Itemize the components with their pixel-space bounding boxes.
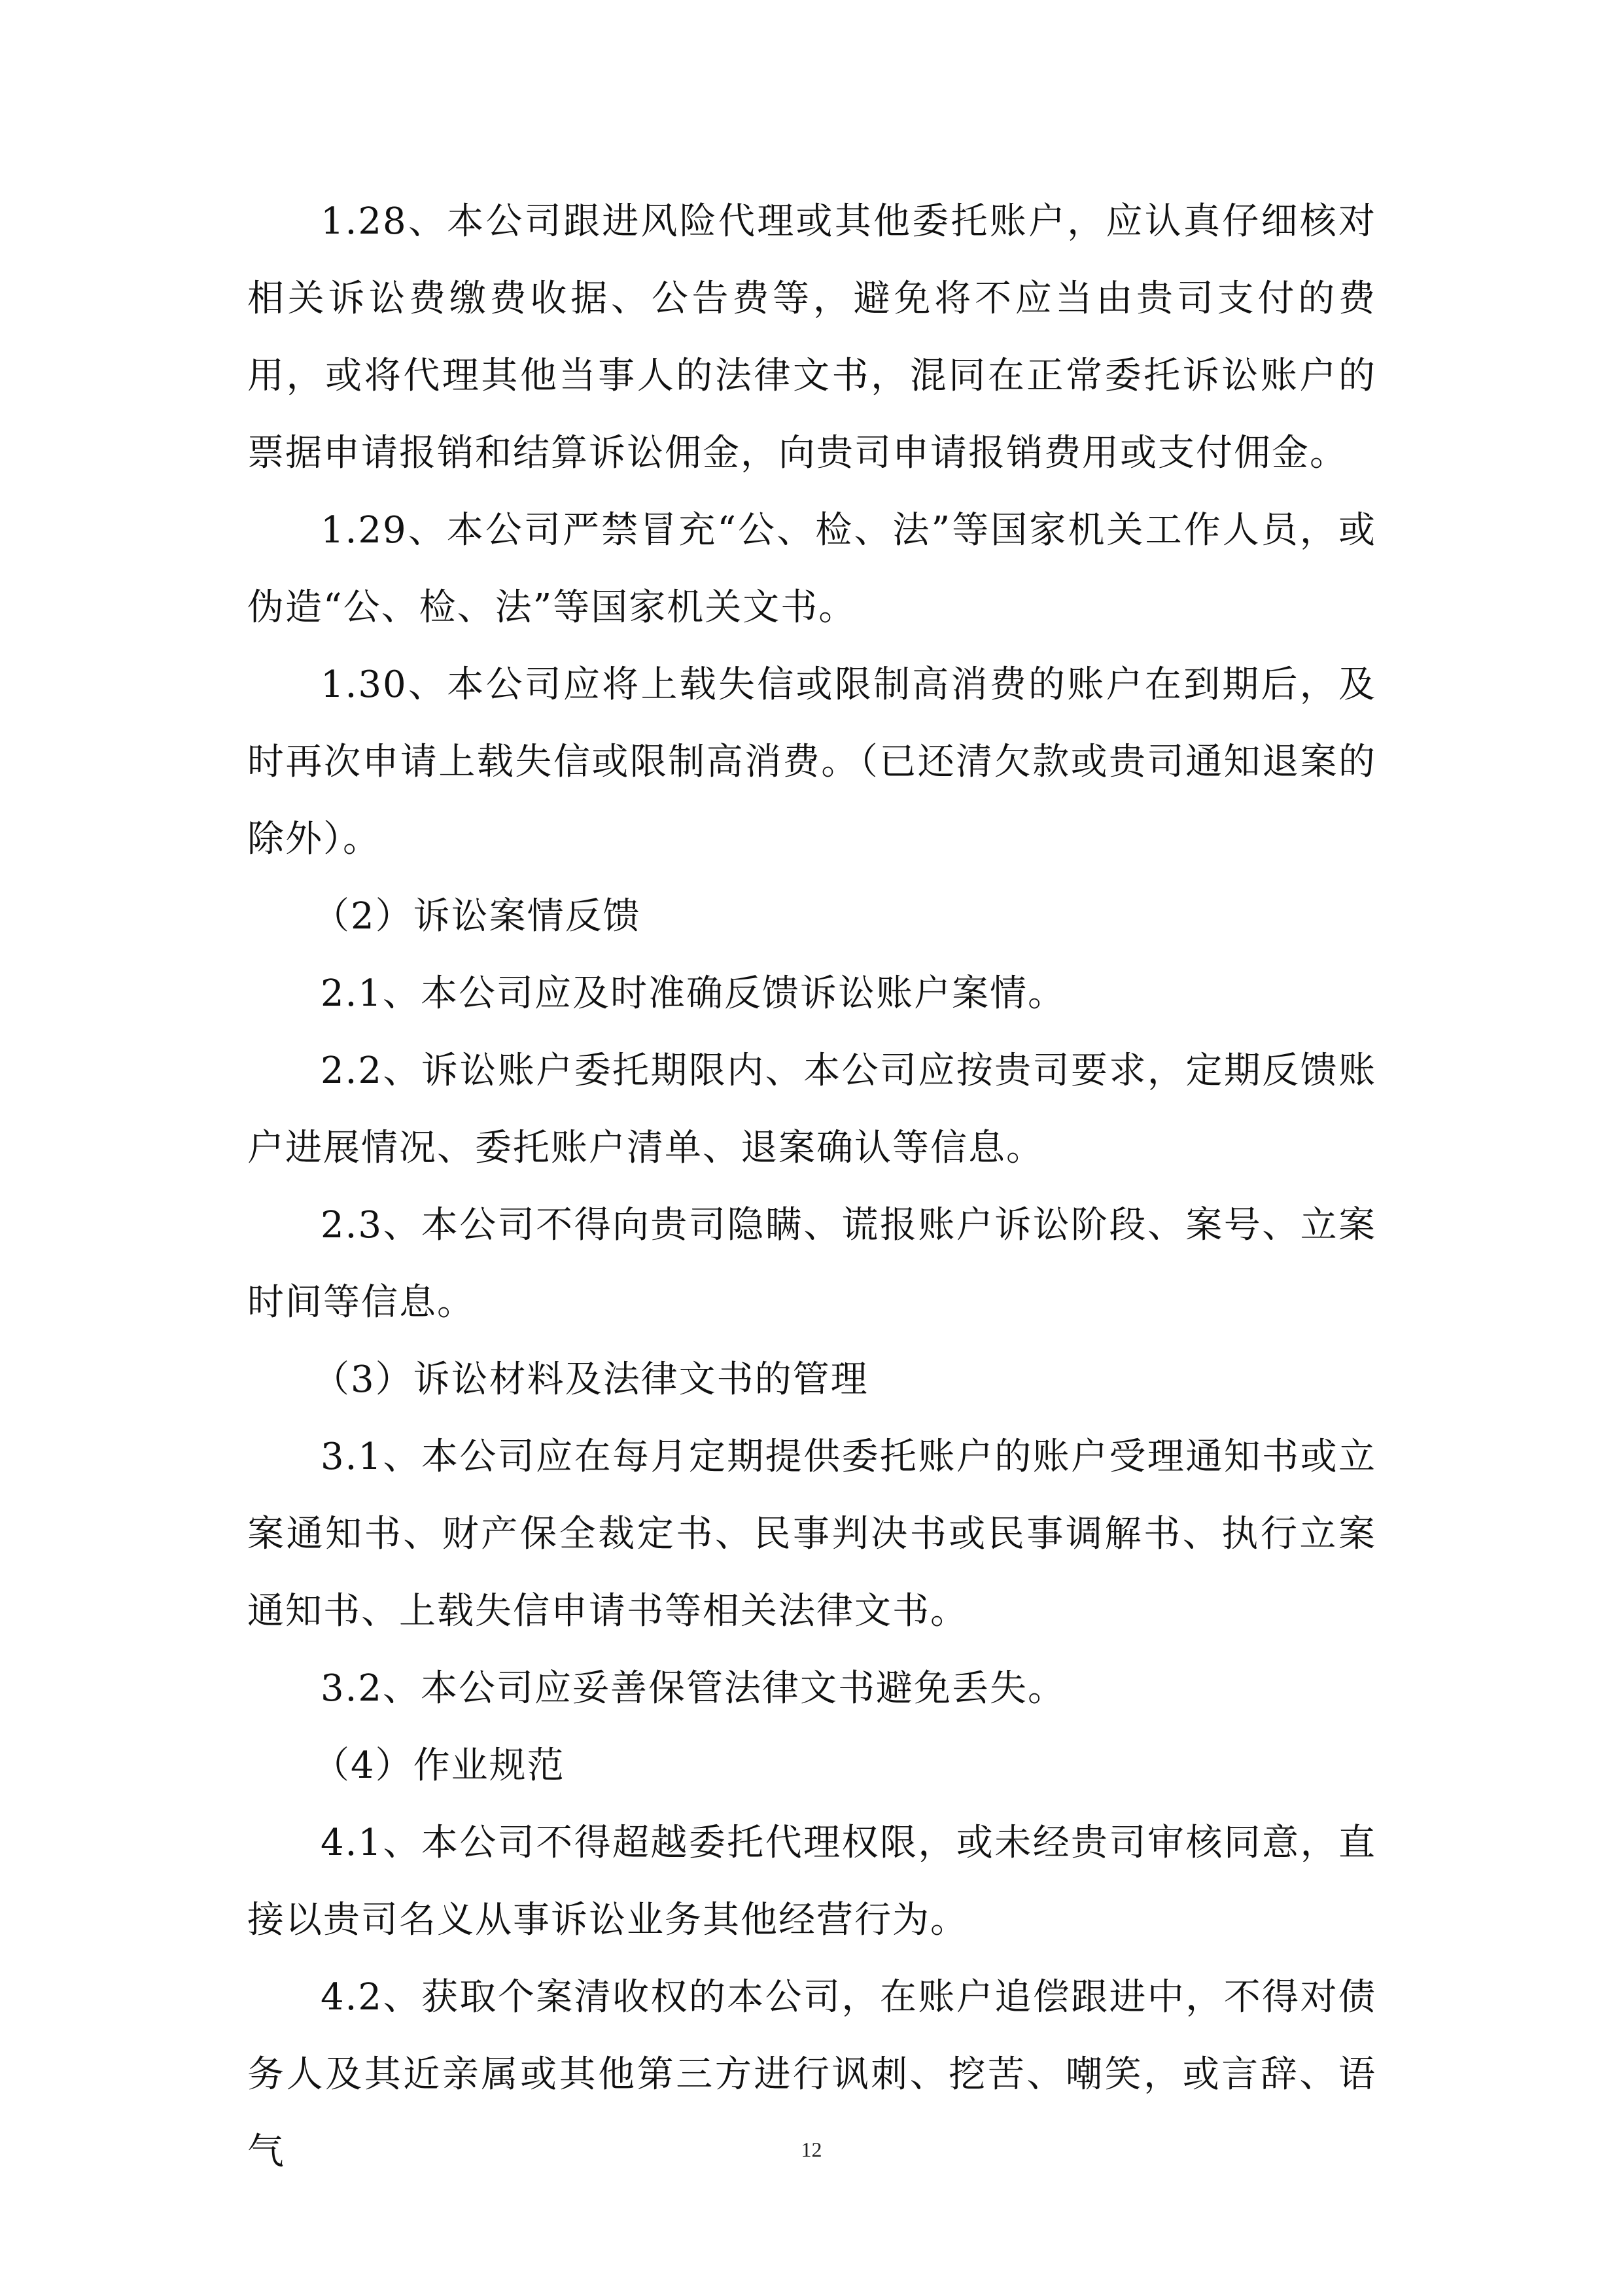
paragraph-2-1: 2.1、本公司应及时准确反馈诉讼账户案情。 xyxy=(321,972,1066,1015)
paragraph-1-29: 1.29、本公司严禁冒充“公、检、法”等国家机关工作人员，或伪造“公、检、法”等国家机关文书。 xyxy=(247,509,1376,629)
section-heading-4: （4）作业规范 xyxy=(313,1744,565,1787)
section-heading-3: （3）诉讼材料及法律文书的管理 xyxy=(313,1358,869,1401)
paragraph-4-2: 4.2、获取个案清收权的本公司，在账户追偿跟进中，不得对债务人及其近亲属或其他第三方进行讽刺、挖苦、嘲笑，或言辞、语气 xyxy=(247,1976,1376,2173)
paragraph-2-3: 2.3、本公司不得向贵司隐瞒、谎报账户诉讼阶段、案号、立案时间等信息。 xyxy=(247,1204,1376,1324)
paragraph-2-2: 2.2、诉讼账户委托期限内、本公司应按贵司要求，定期反馈账户进展情况、委托账户清单、退案确认等信息。 xyxy=(247,1050,1376,1169)
page-number: 12 xyxy=(801,2138,822,2161)
paragraph-3-2: 3.2、本公司应妥善保管法律文书避免丢失。 xyxy=(321,1667,1066,1710)
section-heading-2: （2）诉讼案情反馈 xyxy=(313,895,641,938)
paragraph-1-30: 1.30、本公司应将上载失信或限制高消费的账户在到期后，及时再次申请上载失信或限制高消费。（已还清欠款或贵司通知退案的除外）。 xyxy=(247,663,1376,860)
paragraph-1-28: 1.28、本公司跟进风险代理或其他委托账户，应认真仔细核对相关诉讼费缴费收据、公告费等，避免将不应当由贵司支付的费用，或将代理其他当事人的法律文书，混同在正常委托诉讼账户的票据申请报销和结算诉讼佣金，向贵司申请报销费用或支付佣金。 xyxy=(247,200,1376,474)
paragraph-4-1: 4.1、本公司不得超越委托代理权限，或未经贵司审核同意，直接以贵司名义从事诉讼业务其他经营行为。 xyxy=(247,1822,1376,1941)
document-body xyxy=(247,183,1376,2191)
paragraph-3-1: 3.1、本公司应在每月定期提供委托账户的账户受理通知书或立案通知书、财产保全裁定书、民事判决书或民事调解书、执行立案通知书、上载失信申请书等相关法律文书。 xyxy=(247,1436,1376,1633)
